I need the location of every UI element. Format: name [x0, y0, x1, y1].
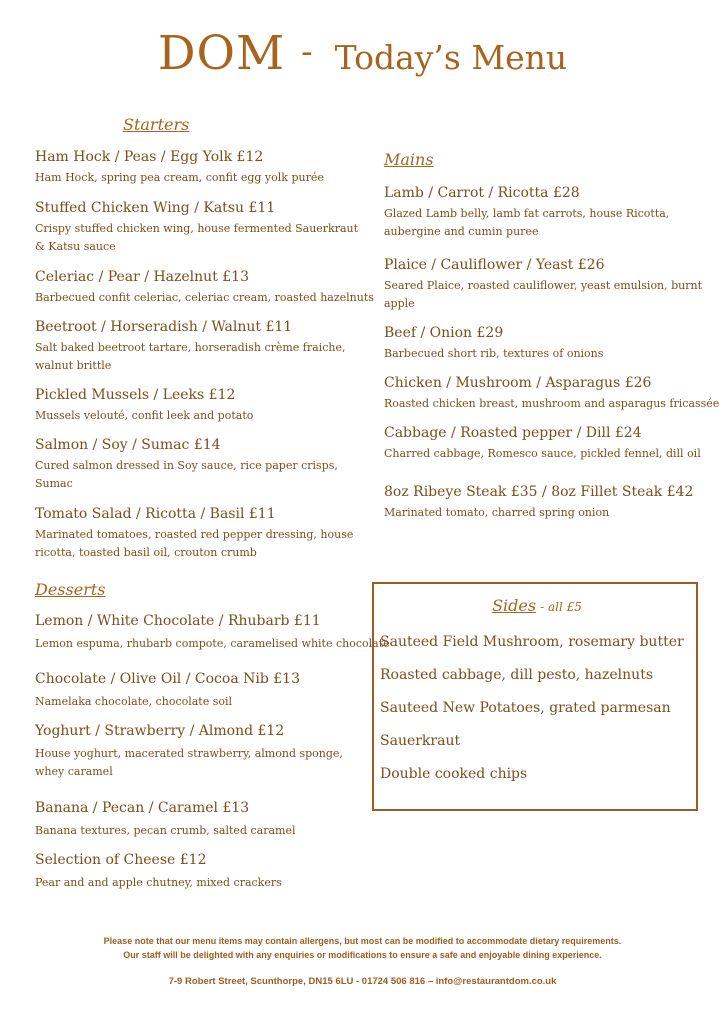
menu-subtitle: Today’s Menu [334, 38, 568, 77]
mains-dish-name: Lamb / Carrot / Ricotta £28 [384, 185, 580, 201]
sides-price-note: - all £5 [540, 600, 582, 614]
starters-dish-description: Cured salmon dressed in Soy sauce, rice paper crisps, [35, 459, 338, 472]
side-item: Roasted cabbage, dill pesto, hazelnuts [380, 667, 654, 683]
mains-dish-name: Chicken / Mushroom / Asparagus £26 [384, 375, 652, 391]
restaurant-name: DOM [157, 26, 286, 81]
mains-dish-description: Roasted chicken breast, mushroom and asparagus fricassée [384, 397, 720, 410]
starters-dish-description: walnut brittle [35, 359, 112, 372]
starters-dish-description: Crispy stuffed chicken wing, house fermented Sauerkraut [35, 222, 359, 235]
mains-dish-description: Charred cabbage, Romesco sauce, pickled fennel, dill oil [384, 447, 701, 460]
starters-dish-description: Sumac [35, 477, 73, 490]
desserts-dish-description: Banana textures, pecan crumb, salted caramel [35, 824, 296, 837]
starters-dish-name: Pickled Mussels / Leeks £12 [35, 387, 236, 403]
starters-dish-name: Salmon / Soy / Sumac £14 [35, 437, 221, 453]
mains-dish-description: Marinated tomato, charred spring onion [384, 506, 610, 519]
mains-dish-description: apple [384, 297, 415, 310]
allergen-notice-2: Our staff will be delighted with any enquiries or modifications to ensure a safe and enjoyable dining experience. [123, 950, 602, 960]
title-dash: - [301, 32, 313, 72]
side-item: Sauerkraut [380, 733, 461, 749]
desserts-heading: Desserts [35, 580, 106, 599]
starters-dish-description: Marinated tomatoes, roasted red pepper dressing, house [35, 528, 354, 541]
side-item: Sauteed Field Mushroom, rosemary butter [380, 634, 684, 650]
menu-title [0, 26, 725, 81]
desserts-dish-name: Lemon / White Chocolate / Rhubarb £11 [35, 613, 321, 629]
desserts-dish-name: Yoghurt / Strawberry / Almond £12 [35, 723, 285, 739]
desserts-dish-description: Lemon espuma, rhubarb compote, caramelised white chocolate [35, 637, 390, 650]
desserts-dish-name: Banana / Pecan / Caramel £13 [35, 800, 250, 816]
sides-box [372, 582, 698, 811]
starters-dish-description: Salt baked beetroot tartare, horseradish crème fraiche, [35, 341, 346, 354]
desserts-dish-name: Chocolate / Olive Oil / Cocoa Nib £13 [35, 671, 300, 687]
mains-dish-description: aubergine and cumin puree [384, 225, 539, 238]
mains-dish-description: Seared Plaice, roasted cauliflower, yeast emulsion, burnt [384, 279, 703, 292]
mains-dish-name: Beef / Onion £29 [384, 325, 504, 341]
desserts-dish-description: whey caramel [35, 765, 113, 778]
starters-dish-name: Beetroot / Horseradish / Walnut £11 [35, 319, 293, 335]
side-item: Sauteed New Potatoes, grated parmesan [380, 700, 671, 716]
desserts-dish-description: House yoghurt, macerated strawberry, almond sponge, [35, 747, 343, 760]
mains-dish-description: Barbecued short rib, textures of onions [384, 347, 604, 360]
desserts-dish-description: Pear and and apple chutney, mixed crackers [35, 876, 282, 889]
starters-dish-description: Mussels velouté, confit leek and potato [35, 409, 254, 422]
allergen-notice-1: Please note that our menu items may contain allergens, but most can be modified to accommodate dietary requirements. [103, 936, 622, 946]
starters-dish-description: ricotta, toasted basil oil, crouton crumb [35, 546, 257, 559]
starters-heading: Starters [123, 115, 190, 134]
contact-line: 7-9 Robert Street, Scunthorpe, DN15 6LU - 01724 506 816 – info@restaurantdom.co.uk [168, 976, 557, 987]
side-item: Double cooked chips [380, 766, 528, 782]
sides-header [374, 596, 700, 615]
starters-dish-name: Ham Hock / Peas / Egg Yolk £12 [35, 149, 264, 165]
mains-dish-description: Glazed Lamb belly, lamb fat carrots, house Ricotta, [384, 207, 670, 220]
starters-dish-description: & Katsu sauce [35, 240, 116, 253]
desserts-dish-description: Namelaka chocolate, chocolate soil [35, 695, 233, 708]
starters-dish-name: Celeriac / Pear / Hazelnut £13 [35, 269, 249, 285]
mains-dish-name: Plaice / Cauliflower / Yeast £26 [384, 257, 605, 273]
starters-dish-name: Stuffed Chicken Wing / Katsu £11 [35, 200, 276, 216]
mains-dish-name: 8oz Ribeye Steak £35 / 8oz Fillet Steak £42 [384, 484, 694, 500]
starters-dish-name: Tomato Salad / Ricotta / Basil £11 [35, 506, 276, 522]
sides-heading: Sides [492, 596, 537, 615]
desserts-dish-name: Selection of Cheese £12 [35, 852, 207, 868]
starters-dish-description: Barbecued confit celeriac, celeriac cream, roasted hazelnuts [35, 291, 374, 304]
mains-dish-name: Cabbage / Roasted pepper / Dill £24 [384, 425, 642, 441]
starters-dish-description: Ham Hock, spring pea cream, confit egg yolk purée [35, 171, 324, 184]
mains-heading: Mains [384, 150, 434, 169]
